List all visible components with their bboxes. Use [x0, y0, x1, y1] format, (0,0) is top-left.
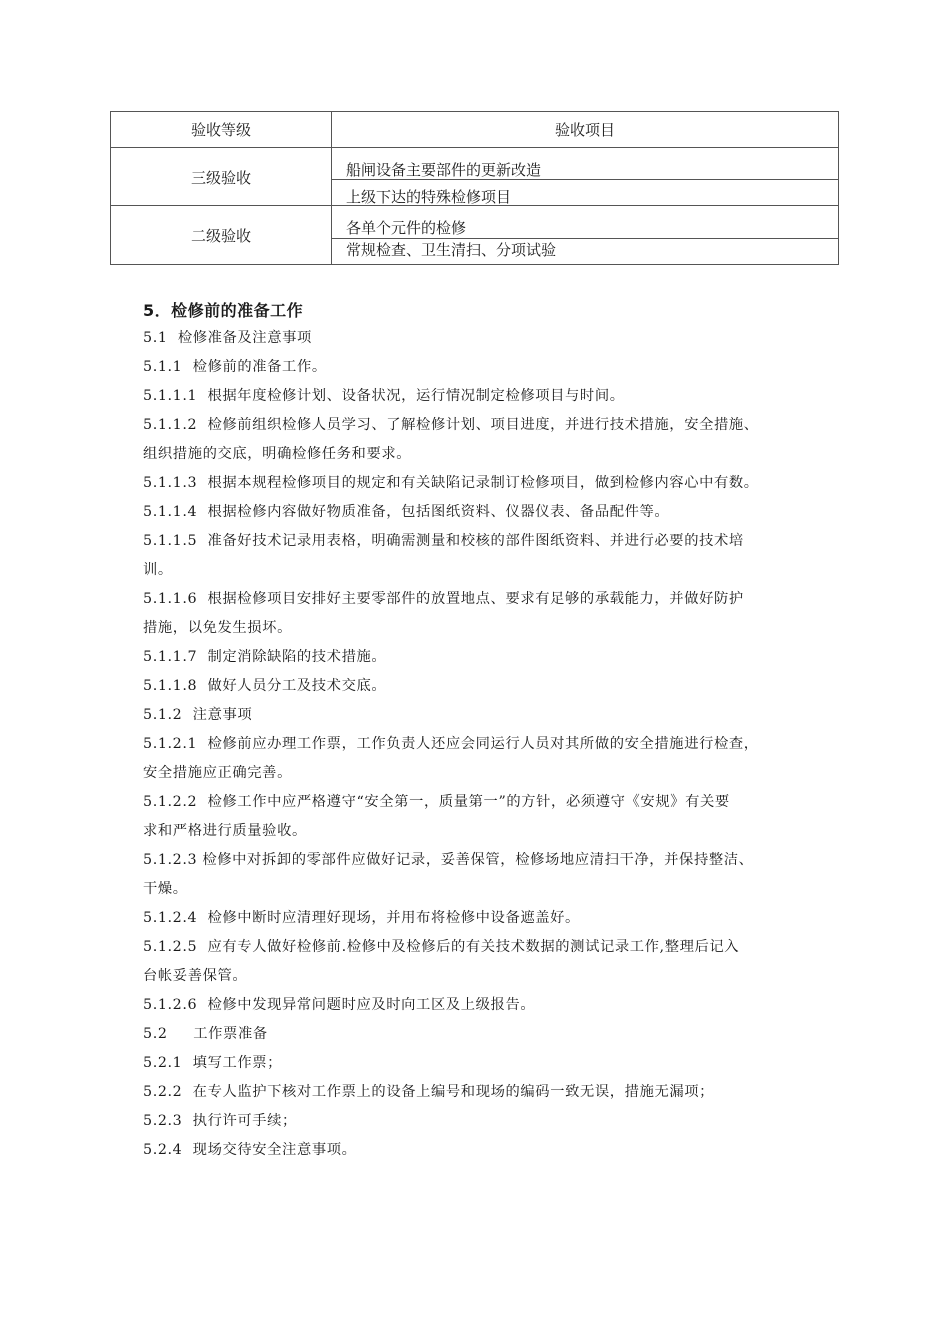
text-line: 5.2.3 执行许可手续； [143, 1113, 297, 1129]
text-line: 5.1.1.1 根据年度检修计划、设备状况，运行情况制定检修项目与时间。 [143, 388, 625, 404]
text-line: 5.1.2.1 检修前应办理工作票，工作负责人还应会同运行人员对其所做的安全措施进行检查， [143, 736, 759, 752]
text-line: 5.2 工作票准备 [143, 1026, 268, 1042]
text-line: 5.1.1.4 根据检修内容做好物质准备，包括图纸资料、仪器仪表、备品配件等。 [143, 504, 670, 520]
text-line: 5.1.2.2 检修工作中应严格遵守“安全第一，质量第一”的方针，必须遵守《安规》有关要 [143, 794, 730, 810]
table-cell: 各单个元件的检修 [346, 219, 467, 237]
text-line: 5.1.1.5 准备好技术记录用表格，明确需测量和校核的部件图纸资料、并进行必要的技术培 [143, 533, 744, 549]
text-line: 5.1.2.4 检修中断时应清理好现场，并用布将检修中设备遮盖好。 [143, 910, 580, 926]
table-header-row [111, 112, 838, 147]
text-line: 求和严格进行质量验收。 [143, 823, 307, 839]
row-level: 二级验收 [111, 206, 332, 265]
text-line: 干燥。 [143, 881, 188, 897]
text-line: 5.1.1 检修前的准备工作。 [143, 359, 327, 375]
text-line: 5.2.2 在专人监护下核对工作票上的设备上编号和现场的编码一致无误，措施无漏项； [143, 1084, 715, 1100]
text-line: 5.1.1.2 检修前组织检修人员学习、了解检修计划、项目进度，并进行技术措施，安全措施、 [143, 417, 759, 433]
header-level: 验收等级 [111, 112, 332, 147]
table-cell: 船闸设备主要部件的更新改造 [346, 161, 542, 179]
table-cell: 常规检查、卫生清扫、分项试验 [332, 238, 838, 265]
text-line: 5.1.1.7 制定消除缺陷的技术措施。 [143, 649, 387, 665]
row-items [332, 206, 838, 265]
section-title: 5．检修前的准备工作 [143, 301, 304, 320]
text-line: 训。 [143, 562, 173, 578]
table-cell: 上级下达的特殊检修项目 [332, 179, 838, 206]
table-row [111, 147, 838, 206]
text-line: 5.2.4 现场交待安全注意事项。 [143, 1142, 357, 1158]
text-line: 5.1.2.3 检修中对拆卸的零部件应做好记录，妥善保管，检修场地应清扫干净，并保持整洁、 [143, 852, 754, 868]
text-line: 5.1.2.5 应有专人做好检修前.检修中及检修后的有关技术数据的测试记录工作,整理后记入 [143, 939, 740, 955]
text-line: 5.1.1.6 根据检修项目安排好主要零部件的放置地点、要求有足够的承载能力，并做好防护 [143, 591, 744, 607]
text-line: 5.1.2.6 检修中发现异常问题时应及时向工区及上级报告。 [143, 997, 536, 1013]
text-line: 5.2.1 填写工作票； [143, 1055, 283, 1071]
header-items: 验收项目 [554, 121, 615, 139]
text-line: 5.1.1.3 根据本规程检修项目的规定和有关缺陷记录制订检修项目，做到检修内容心中有数。 [143, 475, 759, 491]
text-line: 5.1.1.8 做好人员分工及技术交底。 [143, 678, 387, 694]
text-line: 组织措施的交底，明确检修任务和要求。 [143, 446, 412, 462]
text-line: 5.1 检修准备及注意事项 [143, 330, 312, 346]
row-level: 三级验收 [111, 148, 332, 206]
text-line: 台帐妥善保管。 [143, 968, 248, 984]
table-row [111, 205, 838, 265]
text-line: 5.1.2 注意事项 [143, 707, 253, 723]
row-items [332, 148, 838, 206]
acceptance-table [110, 111, 839, 265]
text-line: 安全措施应正确完善。 [143, 765, 292, 781]
text-line: 措施，以免发生损坏。 [143, 620, 292, 636]
